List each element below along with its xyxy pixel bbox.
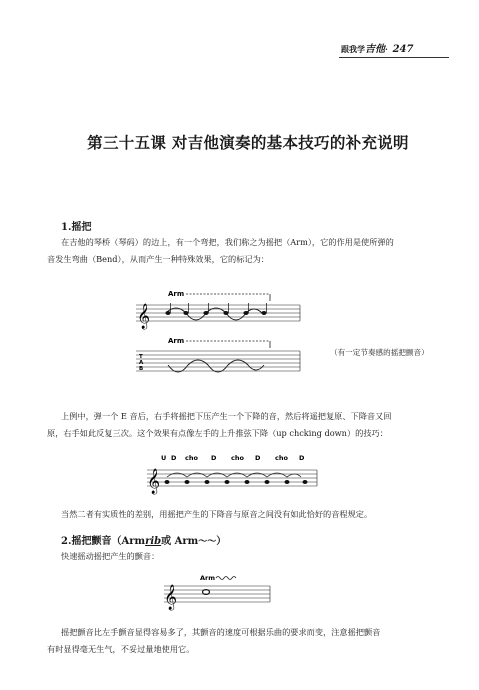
section-1-para-1-line-2: 音发生弯曲（Bend），从而产生一种特殊效果，它的标记为： bbox=[47, 254, 269, 264]
example-2-label: cho bbox=[185, 454, 198, 462]
example-3-whole-note bbox=[203, 590, 210, 595]
example-2-label: D bbox=[171, 454, 177, 462]
section-1-para-1 bbox=[47, 234, 441, 268]
lesson-title: 第三十五课 对吉他演奏的基本技巧的补充说明 bbox=[87, 133, 409, 152]
example-1-tab-arm-label: Arm bbox=[168, 337, 185, 345]
example-2-label: D bbox=[211, 454, 217, 462]
header-prefix: 跟我学 bbox=[341, 44, 365, 54]
example-2-labels bbox=[161, 454, 305, 462]
treble-clef-icon: 𝄞 bbox=[147, 469, 161, 494]
vibrato-wave-icon: ～～ bbox=[198, 537, 217, 547]
tab-clef-label-b: B bbox=[139, 366, 144, 372]
example-1-tab-staff bbox=[136, 351, 300, 371]
tab-clef-label-a: A bbox=[139, 360, 144, 366]
example-2-label: U bbox=[161, 454, 167, 462]
section-2-para-2-line-2: 有时显得毫无生气，不妥过量地使用它。 bbox=[47, 644, 195, 654]
example-1-caption: （有一定节奏感的摇把颤音） bbox=[330, 348, 429, 357]
section-1-para-2-line-1: 上例中，弹一个 E 音后，右手将摇把下压产生一个下降的音，然后将遥把复原、下降音又回 bbox=[61, 411, 392, 421]
header-brand: 吉他 bbox=[365, 44, 385, 55]
example-3-staff bbox=[164, 586, 270, 602]
treble-clef-icon: 𝄞 bbox=[164, 585, 178, 610]
section-1-para-3: 当然二者有实质性的差别，用摇把产生的下降音与原音之间没有如此恰好的音程规定。 bbox=[61, 509, 373, 519]
example-2-notation bbox=[145, 452, 325, 500]
section-2-heading-text: 2.摇把颤音（Arm bbox=[61, 536, 146, 547]
treble-clef-icon: 𝄞 bbox=[137, 304, 151, 329]
example-3-vibrato-wave bbox=[216, 577, 236, 580]
tab-clef-label: T bbox=[139, 354, 143, 360]
header-dot: · bbox=[385, 44, 388, 54]
example-1-arm-label: Arm bbox=[168, 290, 185, 298]
example-2-label: cho bbox=[231, 454, 244, 462]
section-2-heading-tail: 或 Arm bbox=[161, 536, 199, 547]
running-header bbox=[341, 40, 413, 55]
example-2-label: D bbox=[255, 454, 261, 462]
section-2-heading bbox=[61, 532, 226, 547]
example-3-notation bbox=[162, 572, 282, 612]
example-2-label: cho bbox=[275, 454, 288, 462]
section-1-heading: 1.摇把 bbox=[61, 222, 92, 233]
section-1-para-2 bbox=[47, 408, 443, 442]
section-2-para-1: 快速摇动摇把产生的颤音： bbox=[61, 551, 160, 561]
example-1-tab-bend-curve bbox=[168, 360, 264, 372]
section-2-heading-rib: rib bbox=[145, 536, 162, 547]
example-2-slurs bbox=[167, 473, 301, 477]
example-2-staff bbox=[147, 470, 317, 486]
example-1-staff bbox=[136, 305, 300, 321]
example-2-label: D bbox=[299, 454, 305, 462]
example-3-arm-label: Arm bbox=[200, 574, 216, 582]
section-2-para-2-line-1: 摇把颤音比左手颤音显得容易多了，其颤音的速度可根据乐曲的要求而变，注意摇把颤音 bbox=[61, 627, 381, 637]
example-1-notation bbox=[128, 285, 308, 390]
section-2-para-2 bbox=[47, 624, 443, 658]
section-1-para-2-line-2: 原，右手如此反复三次。这个效果有点像左手的上升推弦下降（up chcking down）的技巧： bbox=[47, 428, 388, 438]
header-rule bbox=[339, 57, 449, 58]
page-number: 247 bbox=[392, 44, 414, 55]
section-2-heading-close: ） bbox=[216, 536, 227, 547]
section-1-para-1-line-1: 在吉他的琴桥（琴码）的边上，有一个弯把，我们称之为摇把（Arm），它的作用是使所弹的 bbox=[61, 237, 394, 247]
